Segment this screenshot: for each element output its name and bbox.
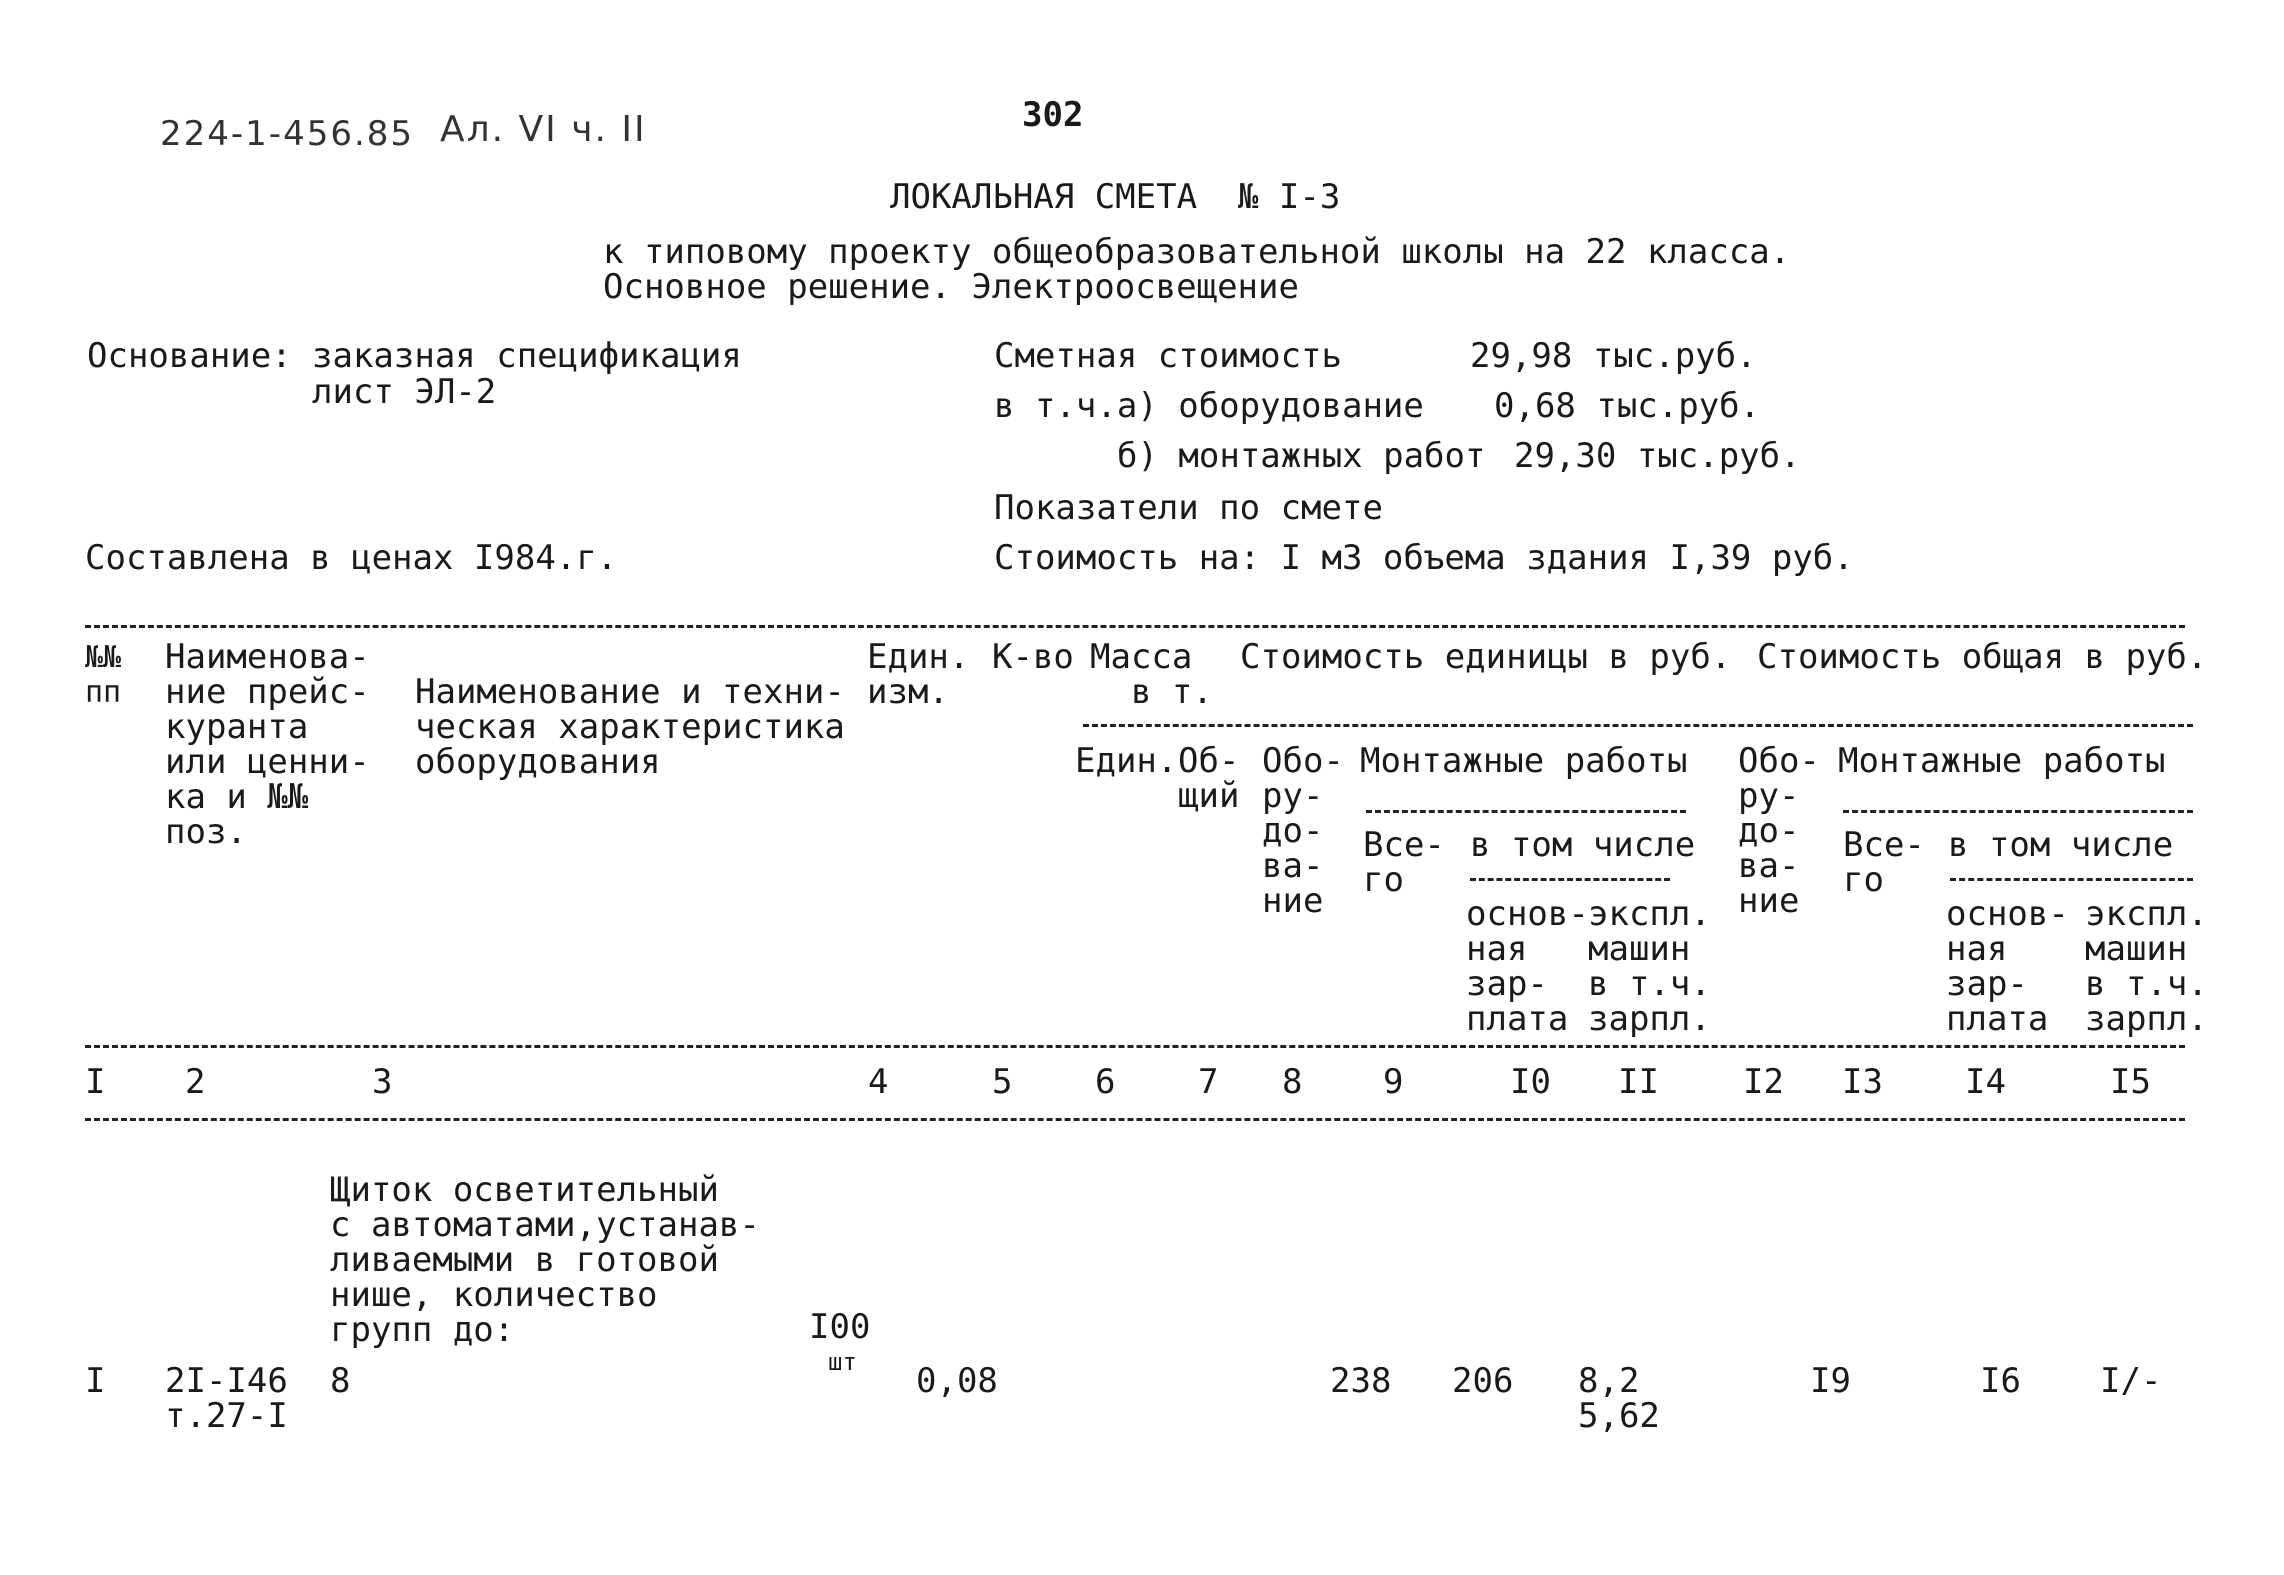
basis-line-1: заказная спецификация [312, 336, 742, 376]
unit-incl-rule [1470, 878, 1670, 881]
estimate-cost-value: 29,98 тыс.руб. [1470, 336, 1757, 376]
row-groups: 8 [330, 1361, 351, 1401]
total-install-rule [1843, 810, 2193, 813]
header-split-rule [1083, 724, 2193, 727]
basis-line-2: лист ЭЛ-2 [312, 372, 497, 412]
header-total-machines: экспл. машин в т.ч. зарпл. [2085, 894, 2208, 1039]
column-number: I0 [1510, 1062, 1551, 1102]
header-col-description: Наименование и техни- ческая характеристика оборудования [415, 672, 845, 782]
installation-cost-label: б) монтажных работ [1117, 436, 1486, 476]
row-unit-machines: 8,2 5,62 [1578, 1361, 1660, 1436]
header-unit-all: Все- го [1363, 825, 1445, 900]
row-pricelist-code: 2I-I46 т.27-I [165, 1361, 288, 1436]
header-unit-equipment: Обо- ру- до- ва- ние [1262, 741, 1344, 921]
column-number: 5 [992, 1062, 1013, 1102]
table-top-rule [85, 625, 2185, 628]
column-number: 4 [868, 1062, 889, 1102]
row-unit-qty: I00 [809, 1307, 871, 1347]
installation-cost-value: 29,30 тыс.руб. [1514, 436, 1801, 476]
header-bottom-rule [85, 1045, 2185, 1048]
header-total-all: Все- го [1843, 825, 1925, 900]
column-number: 7 [1198, 1062, 1219, 1102]
header-mass-unit: Един. [1075, 741, 1178, 781]
subtitle-line-1: к типовому проекту общеобразовательной школы на 22 класса. [603, 232, 1791, 272]
header-unit-incl: в том числе [1470, 825, 1696, 865]
column-number: 6 [1095, 1062, 1116, 1102]
header-unit-base-wage: основ- ная зар- плата [1466, 894, 1589, 1039]
estimate-cost-label: Сметная стоимость [994, 336, 1342, 376]
column-number: 2 [185, 1062, 206, 1102]
column-number: II [1618, 1062, 1659, 1102]
column-number: 9 [1383, 1062, 1404, 1102]
header-col-number: №№ пп [85, 640, 122, 710]
row-description: Щиток осветительный с автоматами,устанав- ливаемыми в готовой нише, количество групп до: [330, 1170, 760, 1350]
column-number: I [85, 1062, 106, 1102]
album-mark: Ал. VI ч. II [440, 109, 647, 150]
header-unit-installation: Монтажные работы [1360, 741, 1688, 781]
row-unit: шт [828, 1348, 857, 1376]
header-total-base-wage: основ- ная зар- плата [1946, 894, 2069, 1039]
row-number: I [85, 1361, 106, 1401]
prices-note: Составлена в ценах I984.г. [85, 538, 618, 578]
subtitle-line-2: Основное решение. Электроосвещение [603, 267, 1299, 307]
header-col-unit: Един. изм. [867, 637, 970, 712]
row-quantity: 0,08 [916, 1361, 998, 1401]
row-total-install: I9 [1810, 1361, 1851, 1401]
column-numbers-rule [85, 1118, 2185, 1121]
equipment-cost-label: в т.ч.а) оборудование [994, 386, 1424, 426]
header-total-cost: Стоимость общая в руб. [1757, 637, 2208, 677]
column-number: 3 [372, 1062, 393, 1102]
header-col-quantity: К-во [992, 637, 1074, 677]
document-title: ЛОКАЛЬНАЯ СМЕТА № I-3 [890, 177, 1341, 217]
header-unit-cost: Стоимость единицы в руб. [1240, 637, 1732, 677]
indicators-label: Показатели по смете [994, 488, 1383, 528]
header-total-equipment: Обо- ру- до- ва- ние [1738, 741, 1820, 921]
equipment-cost-value: 0,68 тыс.руб. [1494, 386, 1761, 426]
column-number: I4 [1965, 1062, 2006, 1102]
row-total-machines: I/- [2100, 1361, 2162, 1401]
header-total-installation: Монтажные работы [1838, 741, 2166, 781]
basis-label: Основание: [87, 336, 292, 376]
row-unit-install-total: 238 [1330, 1361, 1392, 1401]
total-incl-rule [1950, 878, 2193, 881]
header-total-incl: в том числе [1948, 825, 2174, 865]
column-number: I2 [1743, 1062, 1784, 1102]
column-number: 8 [1282, 1062, 1303, 1102]
page-number: 302 [1022, 95, 1084, 135]
column-number: I3 [1842, 1062, 1883, 1102]
unit-install-rule [1366, 810, 1686, 813]
header-col-pricelist: Наименова- ние прейс- куранта или ценни- ка и №№ поз. [165, 637, 370, 852]
header-unit-machines: экспл. машин в т.ч. зарпл. [1588, 894, 1711, 1039]
column-number: I5 [2110, 1062, 2151, 1102]
row-total-base-wage: I6 [1980, 1361, 2021, 1401]
cost-per-m3: Стоимость на: I м3 объема здания I,39 руб. [994, 538, 1854, 578]
header-mass-total: Об- щий [1178, 741, 1240, 816]
document-code: 224-1-456.85 [160, 114, 415, 154]
header-mass: Масса в т. [1090, 637, 1213, 712]
row-unit-base-wage: 206 [1452, 1361, 1514, 1401]
